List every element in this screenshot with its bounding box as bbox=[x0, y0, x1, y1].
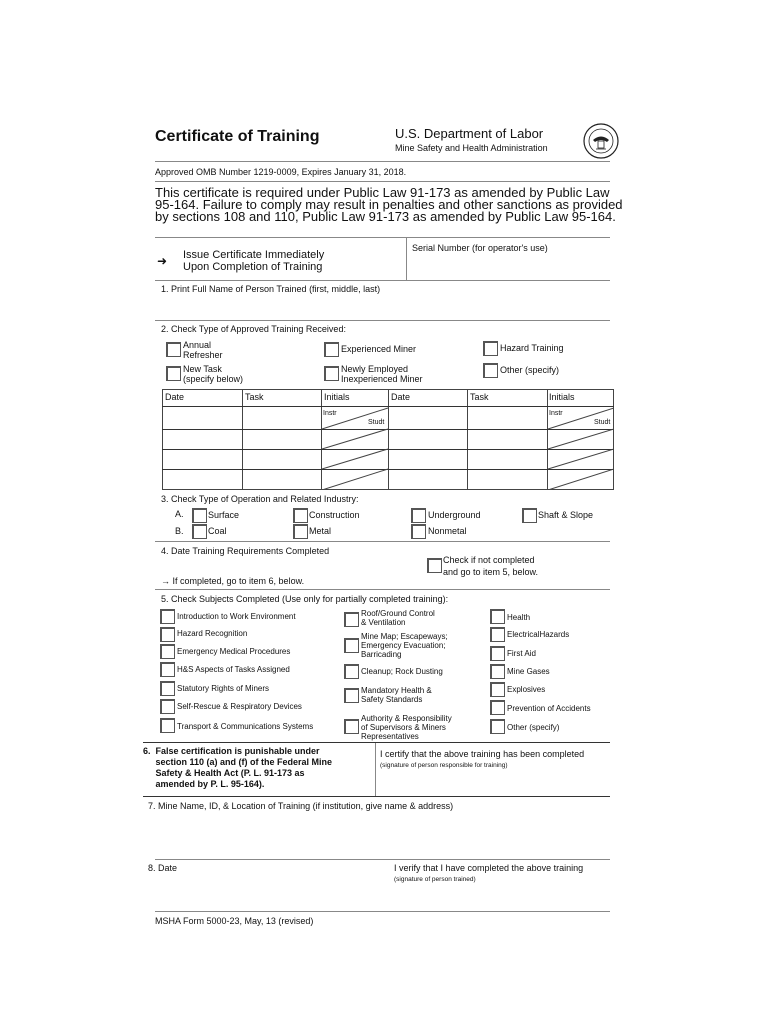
divider bbox=[143, 742, 610, 743]
construction-label: Construction bbox=[309, 510, 360, 520]
subject-label: Hazard Recognition bbox=[177, 629, 248, 638]
dol-seal-icon bbox=[583, 123, 619, 159]
subject-label: Authority & Responsibility of Supervisors & Miners Representatives bbox=[361, 714, 452, 741]
row-b-label: B. bbox=[175, 526, 184, 536]
subject-label: Roof/Ground Control & Ventilation bbox=[361, 609, 435, 627]
subject-label: Other (specify) bbox=[507, 723, 560, 732]
divider bbox=[155, 541, 610, 542]
subject-checkbox[interactable] bbox=[344, 612, 359, 627]
item4-label: 4. Date Training Requirements Completed bbox=[161, 546, 330, 556]
trainer-signature-field[interactable] bbox=[380, 772, 608, 794]
divider bbox=[155, 320, 610, 321]
subject-checkbox[interactable] bbox=[344, 664, 359, 679]
subject-label: Self-Rescue & Respiratory Devices bbox=[177, 702, 302, 711]
issue-line-1: Issue Certificate Immediately bbox=[183, 249, 325, 261]
subject-label: First Aid bbox=[507, 649, 536, 658]
new-task-checkbox[interactable] bbox=[166, 366, 181, 381]
underground-label: Underground bbox=[428, 510, 481, 520]
divider bbox=[406, 238, 407, 280]
table-header-date: Date bbox=[165, 392, 185, 402]
coal-checkbox[interactable] bbox=[192, 524, 207, 539]
annual-refresher-label: Annual Refresher bbox=[183, 340, 223, 360]
studt-label: Studt bbox=[368, 419, 385, 426]
form-title: Certificate of Training bbox=[155, 128, 320, 145]
divider bbox=[155, 161, 610, 162]
other-training-checkbox[interactable] bbox=[483, 363, 498, 378]
omb-number: Approved OMB Number 1219-0009, Expires January 31, 2018. bbox=[155, 167, 407, 177]
form-number: MSHA Form 5000-23, May, 13 (revised) bbox=[155, 916, 314, 926]
subject-label: Introduction to Work Environment bbox=[177, 612, 296, 621]
subject-checkbox[interactable] bbox=[160, 718, 175, 733]
subject-label: ElectricalHazards bbox=[507, 630, 570, 639]
notice-line-2: 95-164. Failure to comply may result in penalties and other sanctions as provided bbox=[155, 197, 623, 212]
subject-label: H&S Aspects of Tasks Assigned bbox=[177, 665, 290, 674]
item5-label: 5. Check Subjects Completed (Use only for partially completed training): bbox=[161, 594, 449, 604]
item8-label: 8. Date bbox=[148, 863, 178, 873]
experienced-miner-checkbox[interactable] bbox=[324, 342, 339, 357]
divider bbox=[155, 181, 610, 182]
subject-label: Emergency Medical Procedures bbox=[177, 647, 291, 656]
mine-name-location-field[interactable] bbox=[148, 814, 608, 856]
newly-employed-checkbox[interactable] bbox=[324, 366, 339, 381]
instr-label: Instr bbox=[323, 410, 337, 417]
divider bbox=[155, 280, 610, 281]
subject-checkbox[interactable] bbox=[490, 664, 505, 679]
subject-label: Mine Map; Escapeways; Emergency Evacuation; Barricading bbox=[361, 632, 448, 659]
trainer-signature-caption: (signature of person responsible for training) bbox=[380, 762, 508, 769]
subject-checkbox[interactable] bbox=[490, 646, 505, 661]
subject-label: Cleanup; Rock Dusting bbox=[361, 667, 443, 676]
nonmetal-checkbox[interactable] bbox=[411, 524, 426, 539]
table-header-initials: Initials bbox=[549, 392, 575, 402]
subject-checkbox[interactable] bbox=[160, 662, 175, 677]
divider bbox=[155, 237, 610, 238]
subject-label: Prevention of Accidents bbox=[507, 704, 591, 713]
subject-checkbox[interactable] bbox=[160, 609, 175, 624]
subject-checkbox[interactable] bbox=[490, 609, 505, 624]
full-name-field[interactable] bbox=[157, 296, 607, 318]
subject-label: Statutory Rights of Miners bbox=[177, 684, 270, 693]
trainee-signature-field[interactable] bbox=[394, 886, 608, 908]
divider bbox=[375, 743, 376, 796]
item7-label: 7. Mine Name, ID, & Location of Training (if institution, give name & address) bbox=[148, 801, 454, 811]
item3-label: 3. Check Type of Operation and Related Industry: bbox=[161, 494, 359, 504]
nonmetal-label: Nonmetal bbox=[428, 526, 467, 536]
divider bbox=[143, 796, 610, 797]
subject-checkbox[interactable] bbox=[160, 699, 175, 714]
subject-checkbox[interactable] bbox=[344, 638, 359, 653]
divider bbox=[155, 589, 610, 590]
subject-checkbox[interactable] bbox=[160, 627, 175, 642]
surface-checkbox[interactable] bbox=[192, 508, 207, 523]
subject-checkbox[interactable] bbox=[490, 719, 505, 734]
row-a-label: A. bbox=[175, 509, 184, 519]
serial-number-field[interactable] bbox=[408, 255, 608, 277]
subject-checkbox[interactable] bbox=[490, 627, 505, 642]
subject-label: Explosives bbox=[507, 685, 546, 694]
verify-statement: I verify that I have completed the above training bbox=[394, 863, 584, 873]
trainee-signature-caption: (signature of person trained) bbox=[394, 876, 476, 883]
if-completed-note: → If completed, go to item 6, below. bbox=[161, 576, 305, 586]
table-header-task: Task bbox=[470, 392, 489, 402]
subject-label: Mandatory Health & Safety Standards bbox=[361, 686, 432, 704]
date-field[interactable] bbox=[190, 861, 380, 879]
surface-label: Surface bbox=[208, 510, 240, 520]
underground-checkbox[interactable] bbox=[411, 508, 426, 523]
subject-checkbox[interactable] bbox=[160, 681, 175, 696]
not-completed-checkbox[interactable] bbox=[427, 558, 442, 573]
coal-label: Coal bbox=[208, 526, 227, 536]
divider bbox=[155, 911, 610, 912]
agency-name: Mine Safety and Health Administration bbox=[395, 143, 548, 153]
subject-checkbox[interactable] bbox=[344, 719, 359, 734]
false-certification-warning: 6. False certification is punishable under section 110 (a) and (f) of the Federal Mine Safety & Health Act (P. L. 91-173 as amended by P. L. 95-164). bbox=[143, 746, 333, 789]
hazard-training-checkbox[interactable] bbox=[483, 341, 498, 356]
serial-number-label: Serial Number (for operator's use) bbox=[412, 243, 548, 253]
newly-employed-label: Newly Employed Inexperienced Miner bbox=[341, 364, 423, 384]
new-task-label: New Task (specify below) bbox=[183, 364, 244, 384]
not-completed-note: Check if not completed and go to item 5, below. bbox=[443, 555, 539, 577]
item2-label: 2. Check Type of Approved Training Received: bbox=[161, 324, 346, 334]
shaft-slope-label: Shaft & Slope bbox=[538, 510, 594, 520]
department-name: U.S. Department of Labor bbox=[395, 126, 544, 141]
subject-label: Transport & Communications Systems bbox=[177, 722, 314, 731]
instr-label: Instr bbox=[549, 410, 563, 417]
subject-checkbox[interactable] bbox=[490, 700, 505, 715]
annual-refresher-checkbox[interactable] bbox=[166, 342, 181, 357]
table-header-task: Task bbox=[245, 392, 264, 402]
hazard-training-label: Hazard Training bbox=[500, 343, 564, 353]
subject-checkbox[interactable] bbox=[160, 644, 175, 659]
subject-checkbox[interactable] bbox=[344, 688, 359, 703]
subject-checkbox[interactable] bbox=[490, 682, 505, 697]
issue-line-2: Upon Completion of Training bbox=[183, 261, 323, 273]
subject-label: Health bbox=[507, 613, 531, 622]
notice-line-1: This certificate is required under Public Law 91-173 as amended by Public Law bbox=[155, 185, 610, 200]
certify-statement: I certify that the above training has been completed bbox=[380, 749, 585, 759]
studt-label: Studt bbox=[594, 419, 611, 426]
arrow-right-icon: ➜ bbox=[157, 254, 168, 268]
subject-label: Mine Gases bbox=[507, 667, 550, 676]
initials-diagonals bbox=[162, 389, 614, 490]
shaft-slope-checkbox[interactable] bbox=[522, 508, 537, 523]
metal-checkbox[interactable] bbox=[293, 524, 308, 539]
completion-date-field[interactable] bbox=[161, 558, 411, 574]
other-training-label: Other (specify) bbox=[500, 365, 560, 375]
table-header-initials: Initials bbox=[324, 392, 350, 402]
metal-label: Metal bbox=[309, 526, 332, 536]
notice-line-3: by sections 108 and 110, Public Law 91-173 as amended by Public Law 95-164. bbox=[155, 209, 616, 224]
experienced-miner-label: Experienced Miner bbox=[341, 344, 417, 354]
table-header-date: Date bbox=[391, 392, 411, 402]
item1-label: 1. Print Full Name of Person Trained (first, middle, last) bbox=[161, 284, 381, 294]
construction-checkbox[interactable] bbox=[293, 508, 308, 523]
divider bbox=[155, 859, 610, 860]
